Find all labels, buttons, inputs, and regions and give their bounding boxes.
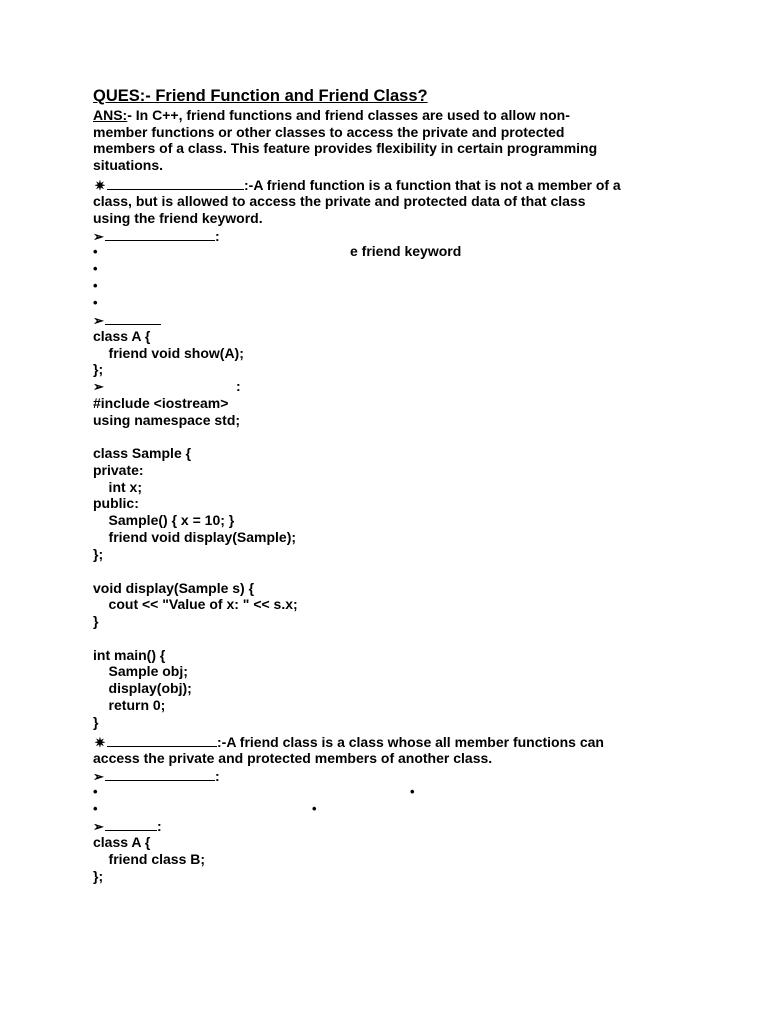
arrow-icon: ➢ xyxy=(93,819,104,834)
bullet-icon: • xyxy=(93,295,98,310)
intro-line-2: member functions or other classes to access the private and protected xyxy=(93,124,565,140)
code-line: Sample obj; xyxy=(93,663,188,679)
code-line: return 0; xyxy=(93,697,166,713)
friend-class-subheading-2 xyxy=(93,817,162,835)
bullet-icon: • xyxy=(93,261,98,276)
heading-blank xyxy=(107,176,244,190)
subheading-blank xyxy=(105,817,157,831)
arrow-icon: ➢ xyxy=(93,229,104,244)
bullet-icon: • xyxy=(93,801,98,816)
code-line: private: xyxy=(93,462,144,478)
code-line: class A { xyxy=(93,834,151,850)
code-line: }; xyxy=(93,868,104,884)
subheading-colon: : xyxy=(236,378,241,394)
code-line: }; xyxy=(93,546,104,562)
friend-function-subheading-2 xyxy=(93,311,161,329)
arrow-icon: ➢ xyxy=(93,379,104,394)
intro-text-1: - In C++, friend functions and friend classes are used to allow non- xyxy=(127,107,570,123)
code-line: int main() { xyxy=(93,647,166,663)
bullet-item-1-text: e friend keyword xyxy=(350,243,462,259)
code-line: } xyxy=(93,714,99,730)
code-line: int x; xyxy=(93,479,142,495)
friend-class-definition-1: :-A friend class is a class whose all member functions can xyxy=(217,734,604,750)
arrow-icon: ➢ xyxy=(93,769,104,784)
friend-function-definition-3: using the friend keyword. xyxy=(93,210,263,226)
intro-line-4: situations. xyxy=(93,157,164,173)
heading-blank xyxy=(107,733,217,747)
bullet-icon: • xyxy=(93,244,98,259)
subheading-colon: : xyxy=(215,768,220,784)
code-line: Sample() { x = 10; } xyxy=(93,512,235,528)
code-line: friend void show(A); xyxy=(93,345,244,361)
bullet-icon: • xyxy=(93,278,98,293)
page-title: QUES:- Friend Function and Friend Class? xyxy=(93,87,428,105)
star-icon: ✷ xyxy=(94,178,106,193)
friend-class-definition-2: access the private and protected members of another class. xyxy=(93,750,493,766)
subheading-colon: : xyxy=(157,818,162,834)
code-line: display(obj); xyxy=(93,680,192,696)
code-line: #include <iostream> xyxy=(93,395,229,411)
bullet-item xyxy=(93,783,98,800)
bullet-icon: • xyxy=(312,801,317,816)
code-line: cout << "Value of x: " << s.x; xyxy=(93,596,298,612)
subheading-blank xyxy=(105,767,215,781)
subheading-colon: : xyxy=(215,228,220,244)
subheading-blank xyxy=(105,311,161,325)
bullet-item xyxy=(410,783,415,800)
bullet-item-1 xyxy=(93,243,98,260)
bullet-item xyxy=(93,800,98,817)
subheading-blank xyxy=(105,227,215,241)
bullet-icon: • xyxy=(93,784,98,799)
intro-line-3: members of a class. This feature provides flexibility in certain programming xyxy=(93,140,598,156)
friend-function-definition-2: class, but is allowed to access the private and protected data of that class xyxy=(93,193,586,209)
friend-function-subheading-3 xyxy=(93,378,105,395)
bullet-item-4 xyxy=(93,294,98,311)
code-line: public: xyxy=(93,495,139,511)
code-line: } xyxy=(93,613,99,629)
arrow-icon: ➢ xyxy=(93,313,104,328)
bullet-item-3 xyxy=(93,277,98,294)
friend-class-subheading-1 xyxy=(93,767,220,785)
friend-function-heading xyxy=(93,176,621,194)
code-line: void display(Sample s) { xyxy=(93,580,255,596)
ans-label: ANS: xyxy=(93,107,128,123)
bullet-icon: • xyxy=(410,784,415,799)
code-line: class A { xyxy=(93,328,151,344)
code-line: friend void display(Sample); xyxy=(93,529,297,545)
intro-line-1 xyxy=(93,107,570,124)
friend-class-heading xyxy=(93,733,604,751)
bullet-item xyxy=(312,800,317,817)
code-line: friend class B; xyxy=(93,851,206,867)
code-line: }; xyxy=(93,361,104,377)
code-line: class Sample { xyxy=(93,445,192,461)
friend-function-definition-1: :-A friend function is a function that is not a member of a xyxy=(244,177,621,193)
code-line: using namespace std; xyxy=(93,412,241,428)
star-icon: ✷ xyxy=(94,735,106,750)
friend-function-subheading-1 xyxy=(93,227,220,245)
bullet-item-2 xyxy=(93,260,98,277)
